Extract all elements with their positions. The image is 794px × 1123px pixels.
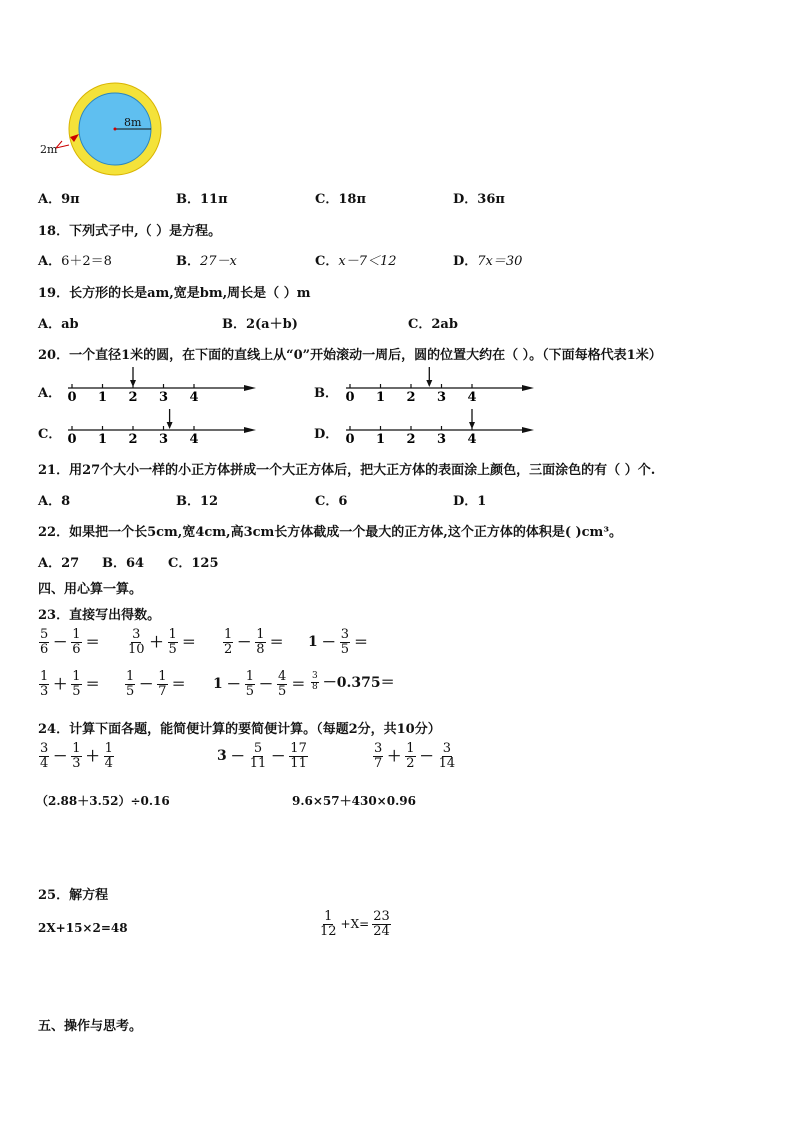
position-arrowhead <box>130 380 136 387</box>
q23-expr-4: 1 － $\frac{3}{5}$ ＝ <box>308 627 369 657</box>
q24-expr-4: （2.88＋3.52）÷0.16 <box>36 794 170 808</box>
q25-equation-2: $\frac{1}{12}$ +X= $\frac{23}{24}$ <box>320 909 390 939</box>
q23-expr-5: $\frac{1}{3}$ ＋ $\frac{1}{5}$ ＝ <box>40 669 100 699</box>
q17-option-b[interactable]: B．11π <box>176 192 228 207</box>
q19-option-b[interactable]: B．2(a＋b) <box>222 317 298 332</box>
tick-label: 4 <box>467 432 477 446</box>
section-4-title: 四、用心算一算。 <box>38 582 143 597</box>
q18-option-b[interactable] <box>176 250 237 269</box>
tick-label: 3 <box>436 390 447 404</box>
q18-expr-c: x－7＜12 <box>338 254 397 269</box>
tick-label: 4 <box>189 390 199 404</box>
q20-number-line-a <box>64 366 264 404</box>
q20-option-b-label[interactable]: B． <box>314 386 338 401</box>
q17-option-d[interactable]: D．36π <box>453 192 505 207</box>
q22-option-c[interactable]: C．125 <box>168 556 219 571</box>
q20-number-line-d <box>342 408 542 446</box>
tick-label: 2 <box>406 390 416 404</box>
tick-label: 4 <box>467 390 477 404</box>
q23-expr-7: 1 － $\frac{1}{5}$ － $\frac{4}{5}$ ＝ <box>213 669 306 699</box>
axis-arrowhead <box>244 385 256 391</box>
q18-option-a[interactable] <box>38 250 112 269</box>
axis-arrowhead <box>522 385 534 391</box>
tick-label: 2 <box>128 390 138 404</box>
q21-option-b[interactable]: B．12 <box>176 494 219 509</box>
q24-expr-5: 9.6×57＋430×0.96 <box>292 794 416 808</box>
circle-ring-figure <box>36 82 166 182</box>
q25-equation-1: 2X+15×2=48 <box>38 921 128 935</box>
q24-expr-3: $\frac{3}{7}$ ＋ $\frac{1}{2}$ － $\frac{3}{14}$ <box>374 741 456 771</box>
position-arrowhead <box>426 380 432 387</box>
position-arrowhead <box>469 422 475 429</box>
tick-label: 1 <box>375 432 386 446</box>
q23-expr-3: $\frac{1}{2}$ － $\frac{1}{8}$ ＝ <box>224 627 284 657</box>
tick-label: 4 <box>189 432 199 446</box>
tick-label: 2 <box>406 432 416 446</box>
tick-label: 1 <box>97 390 108 404</box>
q18-option-d[interactable] <box>453 250 522 269</box>
q24-stem: 24．计算下面各题，能简便计算的要简便计算。（每题2分，共10分） <box>38 722 441 737</box>
q20-stem: 20．一个直径1米的圆，在下面的直线上从“0”开始滚动一周后，圆的位置大约在（ ）。（下面每格代表1米） <box>38 348 662 363</box>
q21-option-a[interactable]: A．8 <box>38 494 71 509</box>
q18-expr-b: 27－x <box>200 254 237 269</box>
q23-expr-6: $\frac{1}{5}$ － $\frac{1}{7}$ ＝ <box>126 669 186 699</box>
q24-expr-1: $\frac{3}{4}$ － $\frac{1}{3}$ ＋ $\frac{1}{4}$ <box>40 741 113 771</box>
q18-stem: 18．下列式子中,（ ）是方程。 <box>38 224 222 239</box>
figure-ring-label: 2m <box>40 143 58 156</box>
q25-stem: 25．解方程 <box>38 888 109 903</box>
q17-option-c[interactable]: C．18π <box>315 192 366 207</box>
tick-label: 0 <box>67 432 77 446</box>
tick-label: 2 <box>128 432 138 446</box>
q20-option-d-label[interactable]: D． <box>314 427 339 442</box>
q20-option-a-label[interactable]: A． <box>38 386 62 401</box>
q24-expr-2: 3 － $\frac{5}{11}$ － $\frac{17}{11}$ <box>217 741 307 771</box>
q23-expr-1: $\frac{5}{6}$ － $\frac{1}{6}$ ＝ <box>40 627 100 657</box>
q21-option-c[interactable]: C．6 <box>315 494 348 509</box>
q19-stem: 19．长方形的长是am,宽是bm,周长是（ ）m <box>38 286 311 301</box>
q18-expr-a: 6＋2＝8 <box>61 254 112 269</box>
q20-number-line-b <box>342 366 542 404</box>
tick-label: 0 <box>67 390 77 404</box>
q20-number-line-c <box>64 408 264 446</box>
tick-label: 3 <box>158 390 169 404</box>
q22-stem: 22．如果把一个长5cm,宽4cm,高3cm长方体截成一个最大的正方体,这个正方体的体积是( )cm³。 <box>38 525 623 540</box>
q19-option-c[interactable]: C．2ab <box>408 317 458 332</box>
q21-option-d[interactable]: D．1 <box>453 494 487 509</box>
tick-label: 1 <box>97 432 108 446</box>
figure-radius-label: 8m <box>124 116 142 129</box>
q21-stem: 21．用27个大小一样的小正方体拼成一个大正方体后，把大正方体的表面涂上颜色，三面涂色的有（ ）个. <box>38 463 656 478</box>
section-5-title: 五、操作与思考。 <box>38 1019 143 1034</box>
tick-label: 1 <box>375 390 386 404</box>
q23-expr-8: $\frac{3}{8}$ －0.375＝ <box>312 671 395 692</box>
tick-label: 3 <box>158 432 169 446</box>
q22-option-b[interactable]: B．64 <box>102 556 145 571</box>
q19-option-a[interactable]: A．ab <box>38 317 79 332</box>
q18-option-c[interactable] <box>315 250 397 269</box>
tick-label: 0 <box>345 432 355 446</box>
axis-arrowhead <box>522 427 534 433</box>
position-arrowhead <box>167 422 173 429</box>
q17-option-a[interactable]: A．9π <box>38 192 80 207</box>
q18-option-c-label: C． <box>315 254 339 269</box>
q20-option-c-label[interactable]: C． <box>38 427 62 442</box>
q18-expr-d: 7x＝30 <box>477 254 523 269</box>
q18-option-b-label: B． <box>176 254 200 269</box>
q18-option-a-label: A． <box>38 254 62 269</box>
q23-stem: 23．直接写出得数。 <box>38 608 161 623</box>
q23-expr-2: $\frac{3}{10}$ ＋ $\frac{1}{5}$ ＝ <box>128 627 196 657</box>
q22-option-a[interactable]: A．27 <box>38 556 80 571</box>
tick-label: 0 <box>345 390 355 404</box>
q18-option-d-label: D． <box>453 254 478 269</box>
tick-label: 3 <box>436 432 447 446</box>
axis-arrowhead <box>244 427 256 433</box>
